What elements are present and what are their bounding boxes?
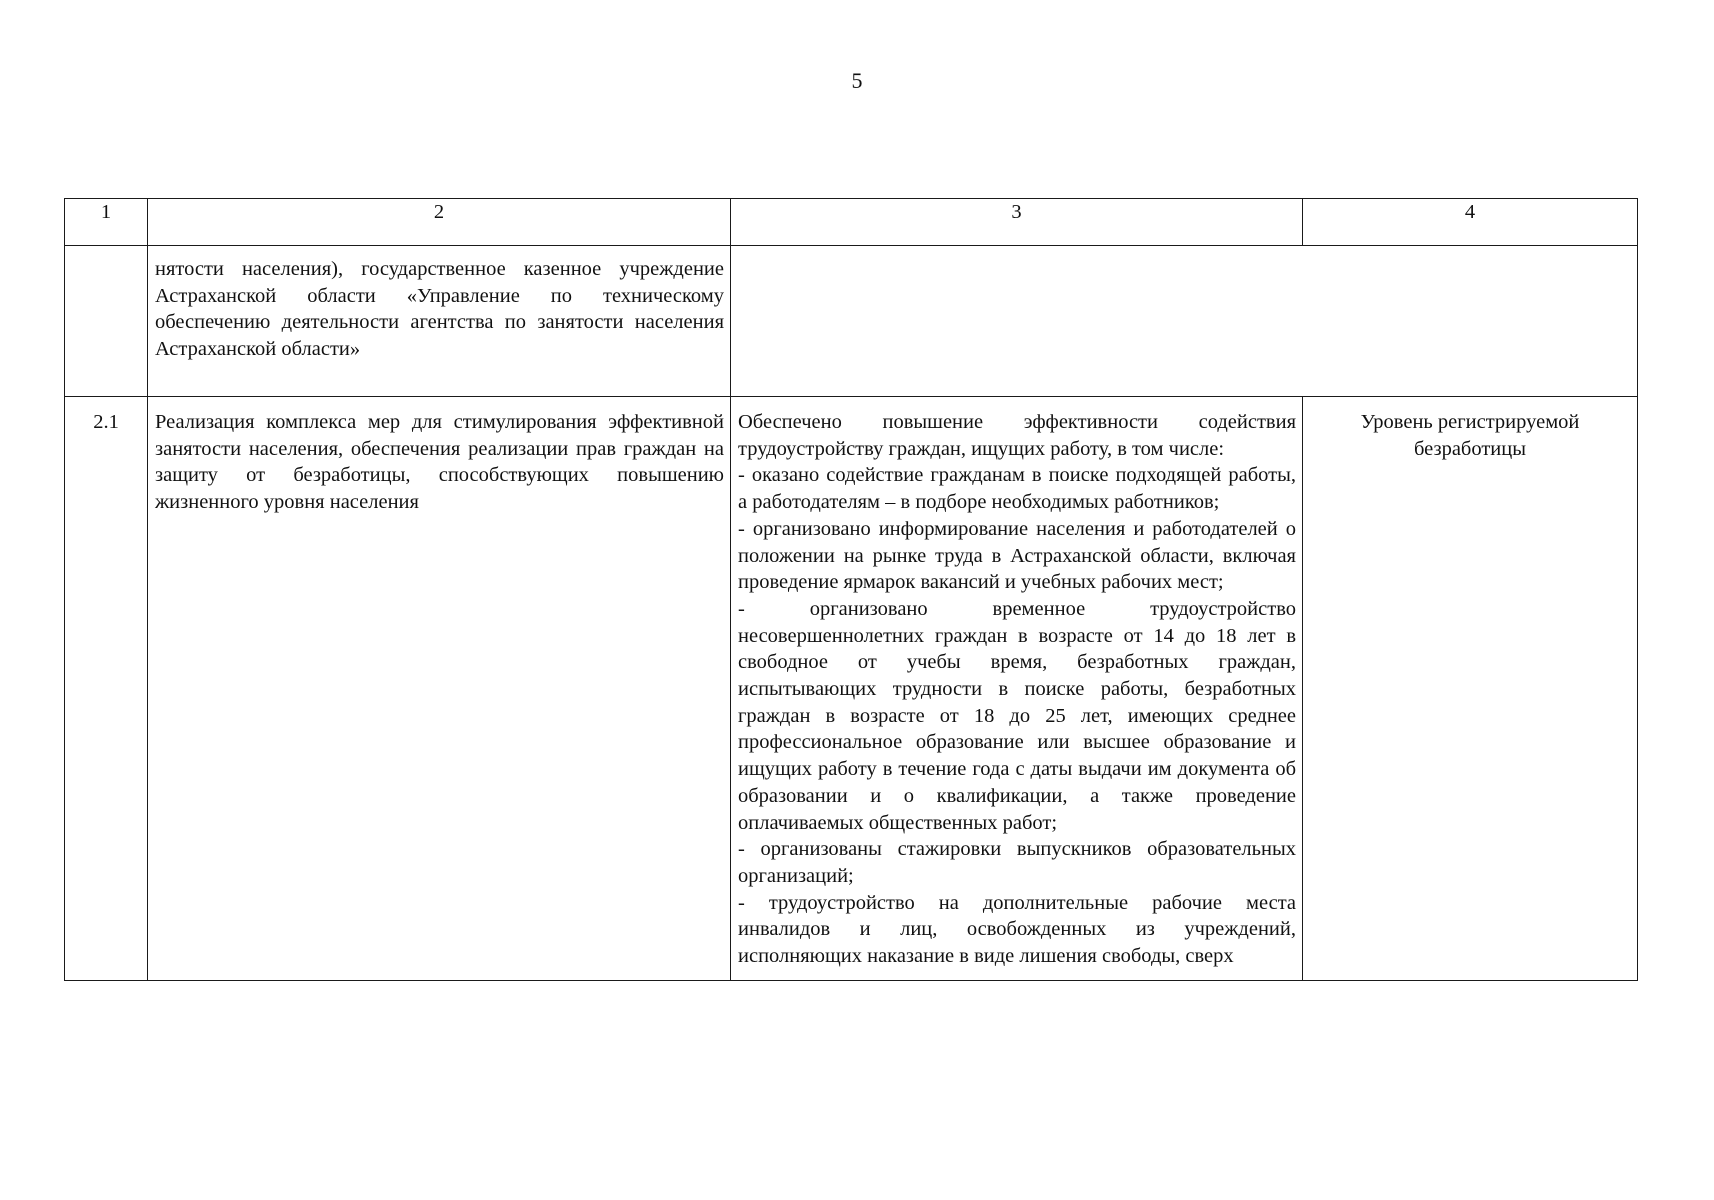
column-header-1 [65,199,148,246]
table-row-continuation [65,246,1638,397]
row-number-cell-empty [65,246,148,397]
column-header-label: 2 [433,201,445,223]
row-number: 2.1 [93,411,119,433]
task-text: Реализация комплекса мер для стимулирования эффективной занятости населения, обеспечения реализации прав граждан на защиту от безработицы, способствующих повышению жизненного уровня населения [155,411,724,514]
result-intro: Обеспечено повышение эффективности содействия трудоустройству граждан, ищущих работу, в том числе: [738,411,1296,460]
column-header-label: 4 [1464,201,1476,223]
column-header-label: 1 [100,201,112,223]
result-item: - организовано временное трудоустройство несовершеннолетних граждан в возрасте от 14 до 18 лет в свободное от учебы время, безработных граждан, испытывающих трудности в поиске работы, безработных граждан в возрасте от 18 до 25 лет, имеющих среднее профессиональное образование или высшее образование и ищущих работу в течение года с даты выдачи им документа об образовании и о квалификации, а также проведение оплачиваемых общественных работ; [738,597,1296,834]
indicator-text: Уровень регистрируемой безработицы [1360,411,1580,460]
result-item: - оказано содействие гражданам в поиске подходящей работы, а работодателям – в подборе необходимых работников; [738,464,1296,514]
task-cell [148,397,731,981]
table-row-2-1 [65,397,1638,981]
executors-continuation-cell [148,246,731,397]
result-cell [731,397,1303,981]
column-header-label: 3 [1011,201,1022,223]
indicator-cell [1303,397,1638,981]
column-header-4 [1303,199,1638,246]
executors-continuation-text: нятости населения), государственное казенное учреждение Астраханской области «Управление по техническому обеспечению деятельности агентства по занятости населения Астраханской области» [155,258,724,361]
empty-merged-cell [731,246,1638,397]
result-item: - организованы стажировки выпускников образовательных организаций; [738,838,1296,887]
column-header-3 [731,199,1303,246]
column-header-2 [148,199,731,246]
result-item: - трудоустройство на дополнительные рабочие места инвалидов и лиц, освобожденных из учреждений, исполняющих наказание в виде лишения свободы, сверх [738,891,1296,968]
row-number-cell [65,397,148,981]
page-number: 5 [851,68,863,93]
result-item: - организовано информирование населения и работодателей о положении на рынке труда в Астраханской области, включая проведение ярмарок вакансий и учебных рабочих мест; [738,517,1296,594]
table-header-row [65,199,1638,246]
results-table [64,198,1638,981]
